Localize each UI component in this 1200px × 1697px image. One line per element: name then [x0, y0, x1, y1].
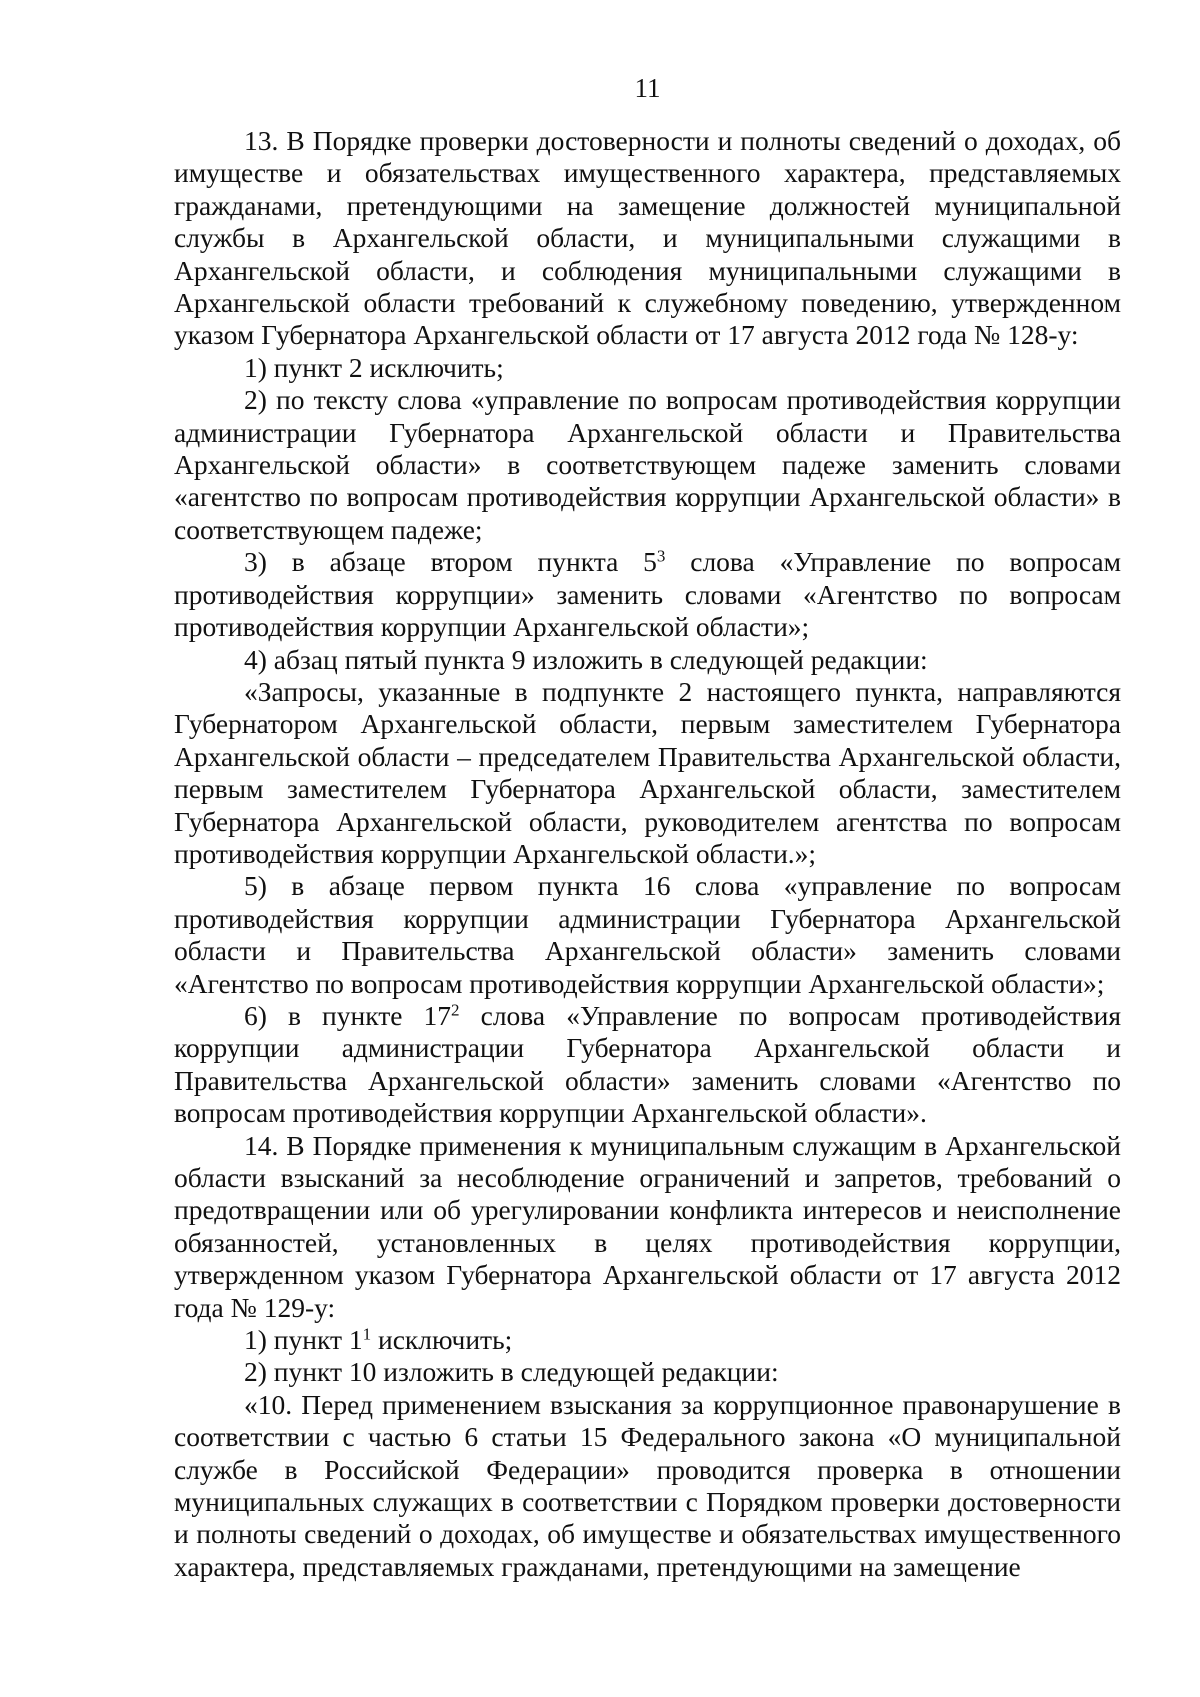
superscript: 3	[656, 546, 666, 566]
paragraph-text: исключить;	[371, 1324, 513, 1356]
paragraph-item-14: 14. В Порядке применения к муниципальным служащим в Архангельской области взысканий за несоблюдение ограничений и запретов, требований о предотвращении или об урегулировании конфликта интересов и неисполнение обязанностей, установленных в целях противодействия коррупции, утвержденном указом Губернатора Архангельской области от 17 августа 2012 года № 129-у:	[174, 1129, 1121, 1323]
paragraph-subitem-13-5: 5) в абзаце первом пункта 16 слова «управление по вопросам противодействия коррупции администрации Губернатора Архангельской области и Правительства Архангельской области» заменить словами «Агентство по вопросам противодействия коррупции Архангельской области»;	[174, 870, 1121, 999]
paragraph-subitem-13-2: 2) по тексту слова «управление по вопросам противодействия коррупции администрации Губернатора Архангельской области и Правительства Архангельской области» в соответствующем падеже заменить словами «агентство по вопросам противодействия коррупции Архангельской области» в соответствующем падеже;	[174, 384, 1121, 545]
paragraph-quote: «Запросы, указанные в подпункте 2 настоящего пункта, направляются Губернатором Архангельской области, первым заместителем Губернатора Архангельской области – председателем Правительства Архангельской области, первым заместителем Губернатора Архангельской области, заместителем Губернатора Архангельской области, руководителем агентства по вопросам противодействия коррупции Архангельской области.»;	[174, 675, 1121, 869]
paragraph-subitem-13-4: 4) абзац пятый пункта 9 изложить в следующей редакции:	[244, 643, 928, 675]
paragraph-text: слова «Управление по вопросам противодействия коррупции администрации Губернатора Архангельской области и Правительства Архангельской области» заменить словами «Агентство по вопросам противодействия коррупции Архангельской области».	[174, 999, 1121, 1129]
paragraph-subitem-13-6	[174, 1000, 1121, 1130]
paragraph-text: 3) в абзаце втором пункта 5	[244, 546, 657, 578]
paragraph-subitem-14-1	[174, 1324, 1121, 1356]
paragraph-subitem-13-1: 1) пункт 2 исключить;	[244, 351, 504, 383]
paragraph-item-13: 13. В Порядке проверки достоверности и полноты сведений о доходах, об имуществе и обязательствах имущественного характера, представляемых гражданами, претендующими на замещение должностей муниципальной службы в Архангельской области, и муниципальными служащими в Архангельской области, и соблюдения муниципальными служащими в Архангельской области требований к служебному поведению, утвержденном указом Губернатора Архангельской области от 17 августа 2012 года № 128-у:	[174, 125, 1121, 351]
paragraph-text: 1) пункт 1	[244, 1324, 363, 1356]
paragraph-quote: «10. Перед применением взыскания за коррупционное правонарушение в соответствии с частью 6 статьи 15 Федерального закона «О муниципальной службе в Российской Федерации» проводится проверка в отношении муниципальных служащих в соответствии с Порядком проверки достоверности и полноты сведений о доходах, об имуществе и обязательствах имущественного характера, представляемых гражданами, претендующими на замещение	[174, 1388, 1121, 1582]
superscript: 2	[451, 1000, 460, 1020]
paragraph-subitem-13-3	[174, 546, 1121, 643]
page-number: 11	[634, 73, 661, 103]
paragraph-text: 6) в пункте 17	[244, 999, 452, 1031]
superscript: 1	[362, 1324, 372, 1344]
paragraph-text: слова «Управление по вопросам противодействия коррупции» заменить словами «Агентство по вопросам противодействия коррупции Архангельской области»;	[174, 546, 1121, 643]
document-body	[174, 125, 1121, 1583]
paragraph-subitem-14-2: 2) пункт 10 изложить в следующей редакции:	[244, 1356, 779, 1388]
